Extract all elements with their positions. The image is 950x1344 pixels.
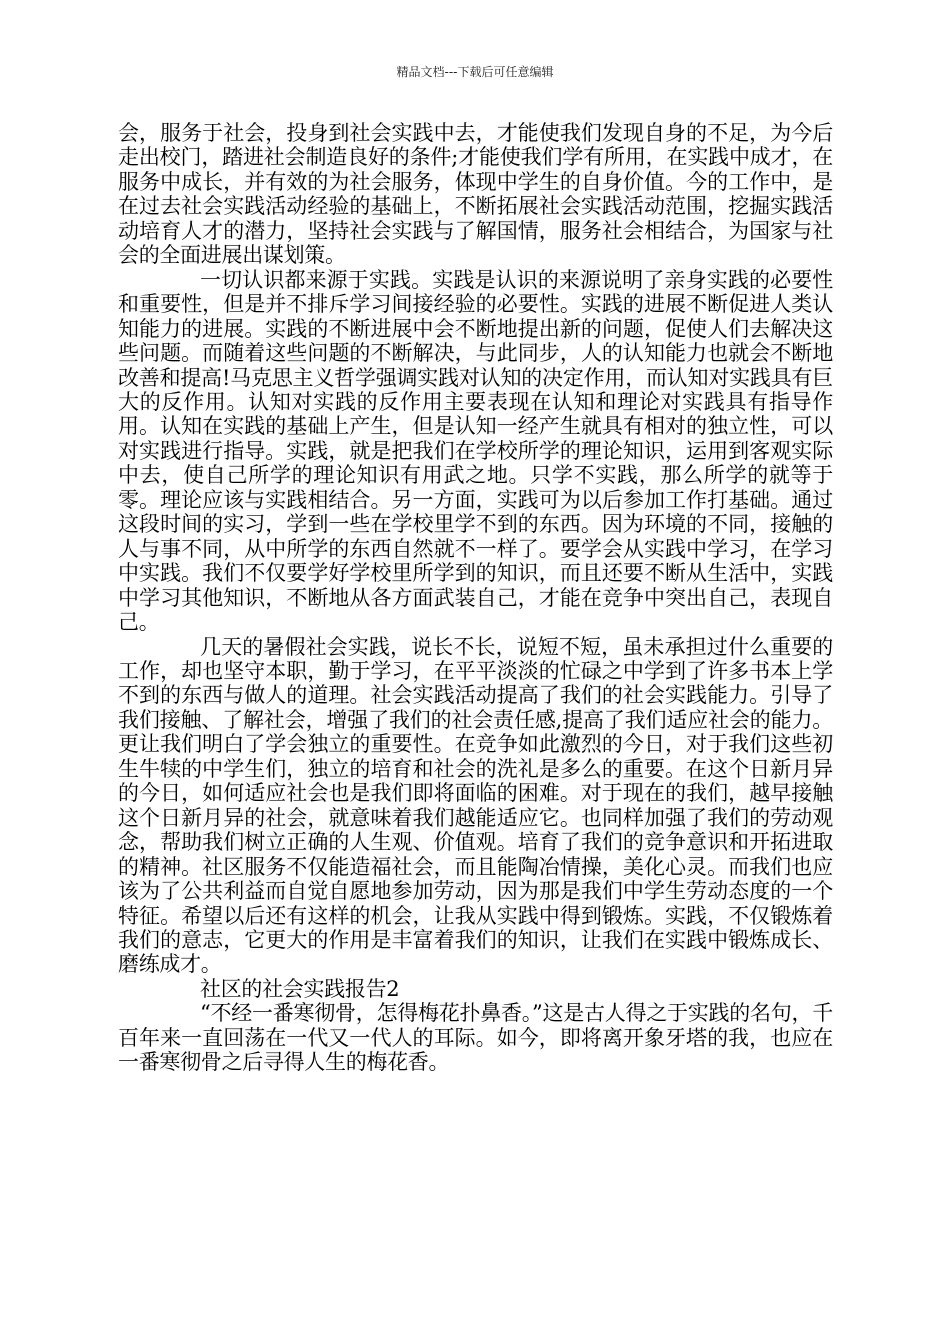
paragraph-1: 会，服务于社会，投身到社会实践中去，才能使我们发现自身的不足，为今后走出校门，踏进社会制造良好的条件;才能使我们学有所用，在实践中成才，在服务中成长，并有效的为社会服务，体现中学生的自身价值。今的工作中，是在过去社会实践活动经验的基础上，不断拓展社会实践活动范围，挖掘实践活动培育人才的潜力，坚持社会实践与了解国情，服务社会相结合，为国家与社会的全面进展出谋划策。 bbox=[118, 121, 833, 268]
body-text bbox=[118, 121, 833, 1075]
section-heading: 社区的社会实践报告2 bbox=[200, 976, 400, 1001]
page-header: 精品文档---下载后可任意编辑 bbox=[396, 65, 554, 79]
paragraph-4: “不经一番寒彻骨，怎得梅花扑鼻香。”这是古人得之于实践的名句，千百年来一直回荡在一代又一代人的耳际。如今，即将离开象牙塔的我，也应在一番寒彻骨之后寻得人生的梅花香。 bbox=[118, 1001, 833, 1075]
paragraph-2: 一切认识都来源于实践。实践是认识的来源说明了亲身实践的必要性和重要性，但是并不排斥学习间接经验的必要性。实践的进展不断促进人类认知能力的进展。实践的不断进展中会不断地提出新的问题，促使人们去解决这些问题。而随着这些问题的不断解决，与此同步，人的认知能力也就会不断地改善和提高!马克思主义哲学强调实践对认知的决定作用，而认知对实践具有巨大的反作用。认知对实践的反作用主要表现在认知和理论对实践具有指导作用。认知在实践的基础上产生，但是认知一经产生就具有相对的独立性，可以对实践进行指导。实践，就是把我们在学校所学的理论知识，运用到客观实际中去，使自己所学的理论知识有用武之地。只学不实践，那么所学的就等于零。理论应该与实践相结合。另一方面，实践可为以后参加工作打基础。通过这段时间的实习，学到一些在学校里学不到的东西。因为环境的不同，接触的人与事不同，从中所学的东西自然就不一样了。要学会从实践中学习，在学习中实践。我们不仅要学好学校里所学到的知识，而且还要不断从生活中，实践中学习其他知识，不断地从各方面武装自己，才能在竞争中突出自己，表现自己。 bbox=[118, 267, 833, 635]
paragraph-3: 几天的暑假社会实践，说长不长，说短不短，虽未承担过什么重要的工作，却也坚守本职，勤于学习，在平平淡淡的忙碌之中学到了许多书本上学不到的东西与做人的道理。社会实践活动提高了我们的社会实践能力。引导了我们接触、了解社会，增强了我们的社会责任感,提高了我们适应社会的能力。更让我们明白了学会独立的重要性。在竞争如此激烈的今日，对于我们这些初生牛犊的中学生们，独立的培育和社会的洗礼是多么的重要。在这个日新月异的今日，如何适应社会也是我们即将面临的困难。对于现在的我们，越早接触这个日新月异的社会，就意味着我们越能适应它。也同样加强了我们的劳动观念，帮助我们树立正确的人生观、价值观。培育了我们的竞争意识和开拓进取的精神。社区服务不仅能造福社会，而且能陶冶情操，美化心灵。而我们也应该为了公共利益而自觉自愿地参加劳动，因为那是我们中学生劳动态度的一个特征。希望以后还有这样的机会，让我从实践中得到锻炼。实践，不仅锻炼着我们的意志，它更大的作用是丰富着我们的知识，让我们在实践中锻炼成长、磨练成才。 bbox=[118, 634, 833, 977]
